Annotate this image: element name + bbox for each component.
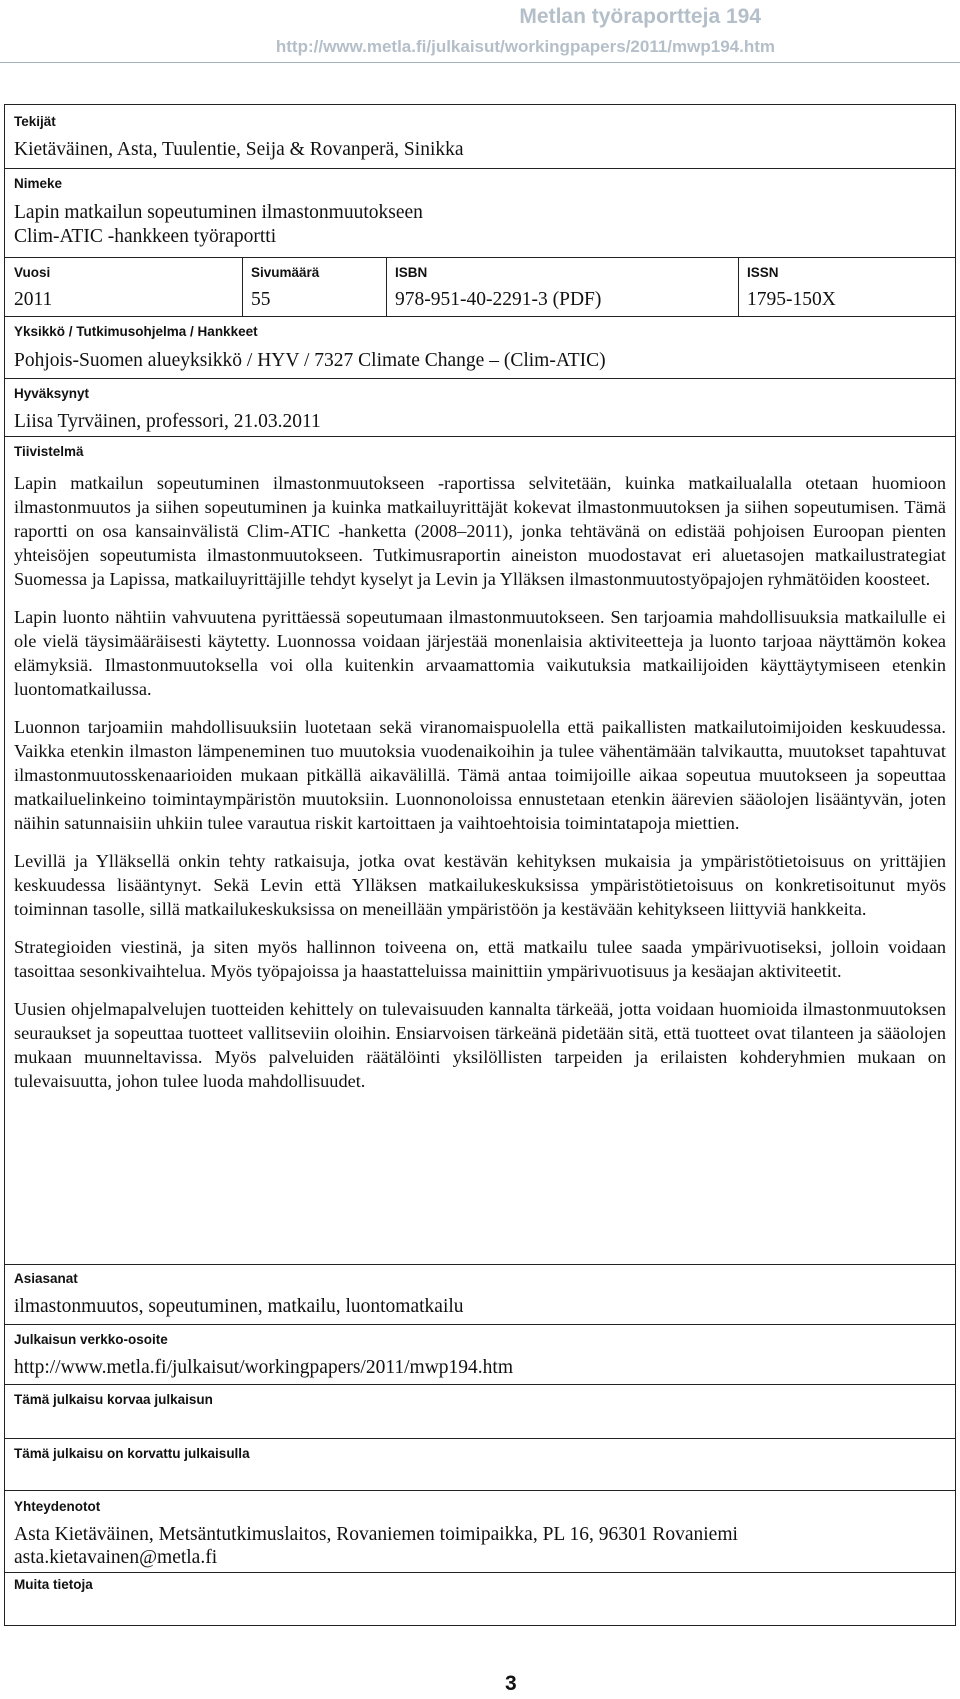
abstract-paragraph: Levillä ja Ylläksellä onkin tehty ratkaisuja, jotka ovat kestävän kehityksen mukaisia ja ympäristötietoisuus on yrittäjien keskuudessa lisääntynyt. Sekä Levin että Ylläksen matkailukeskuksissa ympäristötietoisuus on konkretisoitunut myös toiminnan tasolle, sillä matkailukeskuksissa on meneillään ympäristöön ja kestävään kehitykseen liittyviä hankkeita. (14, 851, 946, 919)
keywords-section (5, 1265, 955, 1325)
approved-label: Hyväksynyt (14, 386, 90, 401)
meta-section (5, 258, 955, 317)
other-info-section (5, 1573, 955, 1625)
approved-section (5, 379, 955, 437)
year-label: Vuosi (14, 265, 51, 280)
replaced-by-section (5, 1439, 955, 1491)
unit-value: Pohjois-Suomen alueyksikkö / HYV / 7327 Climate Change – (Clim-ATIC) (14, 350, 606, 371)
authors-value: Kietäväinen, Asta, Tuulentie, Seija & Rovanperä, Sinikka (14, 139, 464, 160)
abstract-body (14, 471, 946, 1107)
abstract-label: Tiivistelmä (14, 444, 84, 459)
other-info-label: Muita tietoja (14, 1577, 93, 1592)
column-divider (242, 258, 243, 316)
year-value: 2011 (14, 289, 53, 310)
title-label: Nimeke (14, 176, 63, 191)
abstract-paragraph: Strategioiden viestinä, ja siten myös hallinnon toiveena on, että matkailu tulee saada ympärivuotiseksi, jolloin voidaan tasoittaa sesonkivaihtelua. Myös työpajoissa ja haastatteluissa mainittiin ympärivuotisuus ja kesäajan aktiviteetit. (14, 937, 946, 981)
series-title: Metlan työraportteja 194 (519, 5, 761, 28)
title-line-2: Clim-ATIC -hankkeen työraportti (14, 226, 277, 247)
description-form (4, 104, 956, 1626)
header-divider (0, 62, 960, 63)
keywords-value: ilmastonmuutos, sopeutuminen, matkailu, luontomatkailu (14, 1296, 464, 1317)
abstract-paragraph: Lapin luonto nähtiin vahvuutena pyrittäessä sopeutumaan ilmastonmuutokseen. Sen tarjoamia mahdollisuuksia matkailulle ei ole vielä täysimääräisesti käytetty. Luonnossa voidaan järjestää monenlaisia aktiviteetteja ja luonto tarjoaa näyttämön kokea elämyksiä. Ilmastonmuutoksella voi olla kuitenkin arvaamattomia vaikutuksia matkailijoiden käyttäytymiseen etenkin luontomatkailussa. (14, 607, 946, 699)
title-section (5, 169, 955, 258)
page-header (276, 4, 775, 58)
abstract-section (5, 437, 955, 1265)
approved-value: Liisa Tyrväinen, professori, 21.03.2011 (14, 411, 321, 432)
contact-address: Asta Kietäväinen, Metsäntutkimuslaitos, Rovaniemen toimipaikka, PL 16, 96301 Rovaniemi (14, 1524, 738, 1545)
abstract-paragraph: Uusien ohjelmapalvelujen tuotteiden kehittely on tulevaisuuden kannalta tärkeää, jotta voidaan huomioida ilmastonmuutoksen seuraukset ja sopeuttaa tuotteet vallitseviin oloihin. Ensiarvoisen tärkeänä pidetään sitä, että tuotteet ovat tilanteen ja sääolojen mukaan muunneltavissa. Myös palveluiden räätälöinti yksilöllisten tarpeiden ja erilaisten kohderyhmien mukaan on tulevaisuutta, johon tulee luoda mahdollisuudet. (14, 999, 946, 1091)
authors-section (5, 105, 955, 169)
isbn-value: 978-951-40-2291-3 (PDF) (395, 289, 602, 310)
web-address-label: Julkaisun verkko-osoite (14, 1332, 168, 1347)
abstract-paragraph: Luonnon tarjoamiin mahdollisuuksiin luotetaan sekä viranomaispuolella että paikallisten matkailutoimijoiden keskuudessa. Vaikka etenkin ilmaston lämpeneminen tuo muutoksia vuodenaikoihin ja tulee vähentämään talvikautta, muutokset tapahtuvat ilmastonmuutosskenaarioiden mukaan pitkällä aikavälillä. Tämä antaa toimijoille aikaa sopeutua muutokseen ja sopeuttaa matkailuelinkeino toimintaympäristön muutoksiin. Luonnonoloissa ennustetaan etenkin äärevien sääolojen lisääntyvän, joten näihin satunnaisiin uhkiin tulee varautua riskit kartoittaen ja vaihtoehtoisia toimintatapoja miettien. (14, 717, 946, 833)
contact-label: Yhteydenotot (14, 1499, 101, 1514)
column-divider (386, 258, 387, 316)
unit-section (5, 317, 955, 379)
replaced-by-label: Tämä julkaisu on korvattu julkaisulla (14, 1446, 250, 1461)
web-address-section (5, 1325, 955, 1385)
header-url: http://www.metla.fi/julkaisut/workingpapers/2011/mwp194.htm (275, 37, 775, 56)
web-address-link[interactable]: http://www.metla.fi/julkaisut/workingpapers/2011/mwp194.htm (14, 1357, 514, 1378)
page-number: 3 (505, 1672, 517, 1695)
isbn-label: ISBN (395, 265, 428, 280)
replaces-section (5, 1385, 955, 1439)
unit-label: Yksikkö / Tutkimusohjelma / Hankkeet (14, 324, 258, 339)
keywords-label: Asiasanat (14, 1271, 78, 1286)
column-divider (738, 258, 739, 316)
pages-label: Sivumäärä (251, 265, 320, 280)
title-line-1: Lapin matkailun sopeutuminen ilmastonmuutokseen (14, 202, 423, 223)
issn-label: ISSN (747, 265, 779, 280)
authors-label: Tekijät (14, 114, 56, 129)
contact-email[interactable]: asta.kietavainen@metla.fi (14, 1547, 218, 1568)
abstract-paragraph: Lapin matkailun sopeutuminen ilmastonmuutokseen -raportissa selvitetään, kuinka matkailualalla otetaan huomioon ilmastonmuutos ja siihen sopeutuminen ja kuinka matkailuyrittäjät kokevat ilmastonmuutoksen ja siihen sopeutumisen. Tämä raportti on osa kansainvälistä Clim-ATIC -hanketta (2008–2011), jonka tehtävänä on edistää pohjoisen Euroopan pienten yhteisöjen sopeutumista ilmastonmuutokseen. Tutkimusraportin aineiston muodostavat eri aluetasojen matkailustrategiat Suomessa ja Lapissa, matkailuyrittäjille tehdyt kyselyt ja Levin ja Ylläksen ilmastonmuutostyöpajojen ryhmätöiden koosteet. (14, 473, 946, 589)
pages-value: 55 (251, 289, 271, 310)
replaces-label: Tämä julkaisu korvaa julkaisun (14, 1392, 213, 1407)
contact-section (5, 1491, 955, 1573)
issn-value: 1795-150X (747, 289, 836, 310)
